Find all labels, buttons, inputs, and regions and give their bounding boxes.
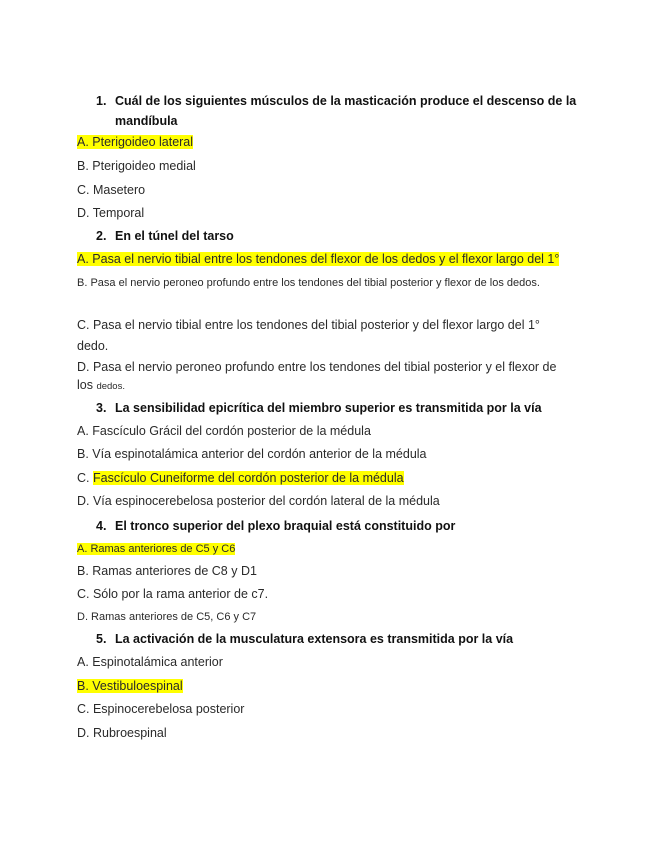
option-4c: C. Sólo por la rama anterior de c7. [77, 587, 269, 601]
option-4a [77, 539, 577, 560]
question-4 [96, 516, 586, 536]
answer-highlight: B. Vestibuloespinal [77, 679, 183, 693]
option-1d: D. Temporal [77, 206, 145, 220]
question-text: La sensibilidad epicrítica del miembro superior es transmitida por la vía [115, 401, 542, 415]
answer-highlight: Fascículo Cuneiforme del cordón posterior de la médula [92, 471, 404, 485]
answer-highlight: A. Pasa el nervio tibial entre los tendones del flexor de los dedos y el flexor largo del 1° [77, 252, 560, 266]
option-5a: A. Espinotalámica anterior [77, 655, 223, 669]
answer-highlight: A. Pterigoideo lateral [77, 135, 194, 149]
question-number: 3. [96, 401, 107, 415]
question-2 [96, 226, 586, 246]
option-3d: D. Vía espinocerebelosa posterior del cordón lateral de la médula [77, 494, 440, 508]
question-number: 5. [96, 632, 107, 646]
option-2d-tail: dedos. [96, 381, 125, 392]
option-2b: B. Pasa el nervio peroneo profundo entre los tendones del tibial posterior y flexor de los dedos. [77, 277, 540, 289]
question-number: 2. [96, 229, 107, 243]
question-text: El tronco superior del plexo braquial está constituido por [115, 519, 456, 533]
option-2d: D. Pasa el nervio peroneo profundo entre los tendones del tibial posterior y el flexor de [77, 360, 557, 374]
question-text: La activación de la musculatura extensora es transmitida por la vía [115, 632, 514, 646]
option-1a [77, 132, 577, 153]
question-text: Cuál de los siguientes músculos de la masticación produce el descenso de la mandíbula [115, 94, 577, 128]
option-3c-letter: C. [77, 471, 93, 485]
question-number: 4. [96, 519, 107, 533]
option-4d: D. Ramas anteriores de C5, C6 y C7 [77, 611, 257, 623]
question-text: En el túnel del tarso [115, 229, 234, 243]
answer-highlight: A. Ramas anteriores de C5 y C6 [77, 543, 236, 555]
question-number: 1. [96, 94, 107, 108]
question-3 [96, 398, 586, 418]
option-5d: D. Rubroespinal [77, 726, 167, 740]
option-2a [77, 249, 577, 270]
question-5 [96, 629, 586, 649]
option-3a: A. Fascículo Grácil del cordón posterior de la médula [77, 424, 371, 438]
option-3b: B. Vía espinotalámica anterior del cordón anterior de la médula [77, 447, 427, 461]
option-4b: B. Ramas anteriores de C8 y D1 [77, 564, 257, 578]
option-5b [77, 676, 577, 697]
option-2d-continued: los dedos. [77, 378, 125, 392]
option-5c: C. Espinocerebelosa posterior [77, 702, 245, 716]
option-2c: C. Pasa el nervio tibial entre los tendones del tibial posterior y del flexor largo del 1° dedo. [77, 318, 540, 353]
option-1b: B. Pterigoideo medial [77, 159, 196, 173]
option-3c [77, 468, 577, 489]
question-1 [96, 91, 586, 131]
option-1c: C. Masetero [77, 183, 146, 197]
